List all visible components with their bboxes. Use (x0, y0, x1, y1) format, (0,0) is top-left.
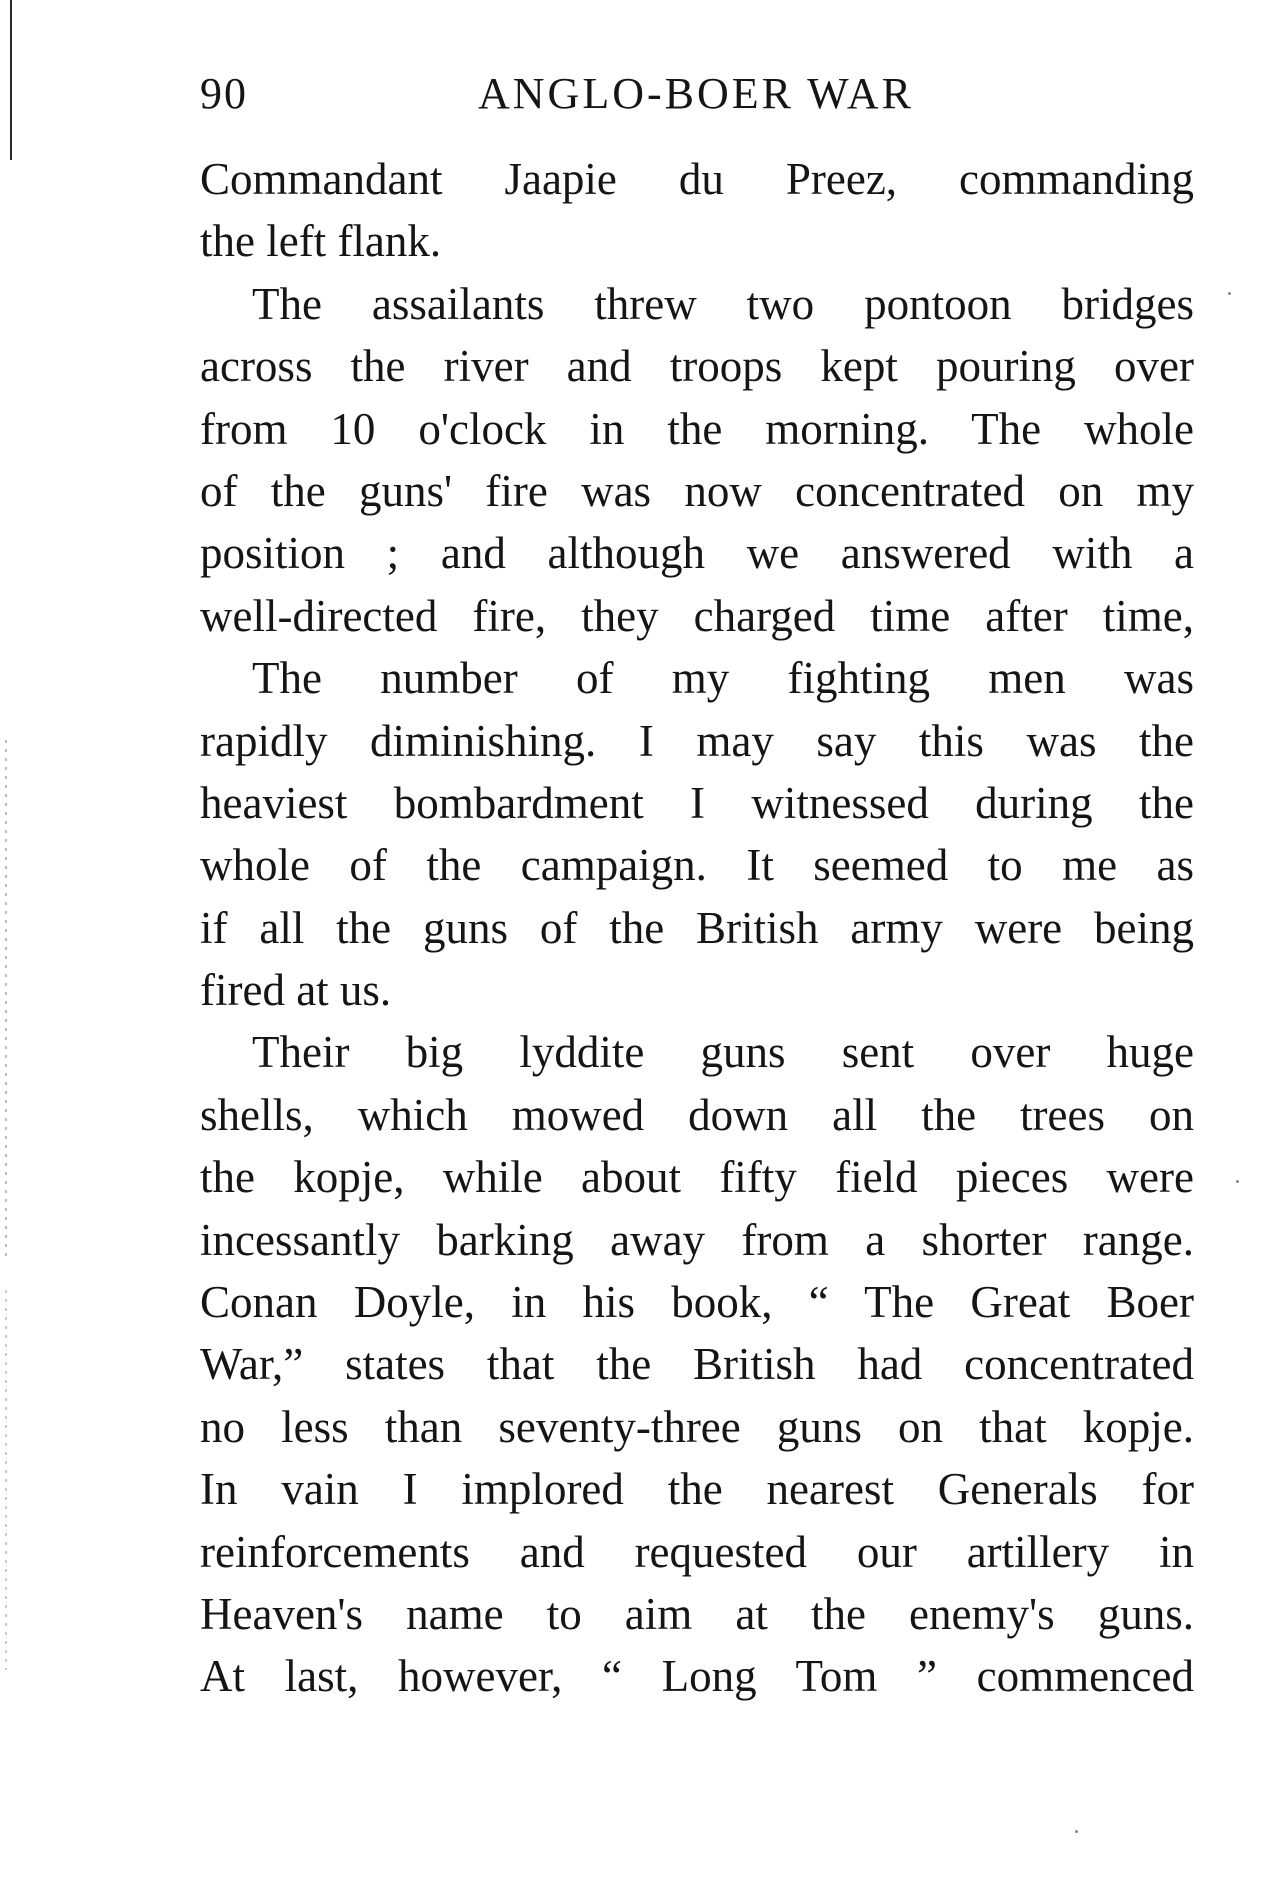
gutter-speckle (5, 740, 7, 1260)
text-line: well-directed fire, they charged time after time, (200, 590, 1194, 641)
text-line: incessantly barking away from a shorter range. (200, 1214, 1194, 1265)
text-line: At last, however, “ Long Tom ” commenced (200, 1651, 1194, 1702)
text-line: reinforcements and requested our artillery in (200, 1526, 1194, 1577)
text-line: of the guns' fire was now concentrated on my (200, 465, 1194, 516)
text-line: In vain I implored the nearest Generals for (200, 1464, 1194, 1515)
page-header (200, 68, 1200, 132)
text-line: no less than seventy-three guns on that kopje. (200, 1401, 1194, 1452)
scan-speck (1228, 292, 1231, 295)
text-line: the kopje, while about fifty field pieces were (200, 1152, 1194, 1203)
page-number: 90 (200, 69, 248, 118)
text-line: Their big lyddite guns sent over huge (252, 1027, 1194, 1078)
text-line: rapidly diminishing. I may say this was the (200, 715, 1194, 766)
scan-speck (1236, 1180, 1239, 1183)
text-line: heaviest bombardment I witnessed during the (200, 777, 1194, 828)
text-line: Commandant Jaapie du Preez, commanding (200, 154, 1194, 204)
gutter-speckle (5, 1290, 7, 1670)
body-text (200, 148, 1194, 1708)
text-line: from 10 o'clock in the morning. The whole (200, 403, 1194, 454)
text-line: Conan Doyle, in his book, “ The Great Boer (200, 1277, 1194, 1328)
text-line: the left flank. (200, 216, 442, 267)
text-line: fired at us. (200, 965, 392, 1016)
text-line: if all the guns of the British army were being (200, 902, 1194, 953)
running-head: ANGLO-BOER WAR (478, 69, 914, 118)
text-line: Heaven's name to aim at the enemy's guns. (200, 1588, 1194, 1639)
gutter-edge-line (10, 0, 12, 160)
text-line: shells, which mowed down all the trees on (200, 1089, 1194, 1140)
text-line: whole of the campaign. It seemed to me as (200, 840, 1194, 891)
text-line: position ; and although we answered with a (200, 528, 1194, 579)
scan-speck (1075, 1830, 1078, 1833)
text-line: The assailants threw two pontoon bridges (252, 278, 1194, 329)
text-line: War,” states that the British had concentrated (200, 1339, 1194, 1390)
text-line: The number of my fighting men was (252, 653, 1194, 704)
text-line: across the river and troops kept pouring over (200, 341, 1194, 392)
